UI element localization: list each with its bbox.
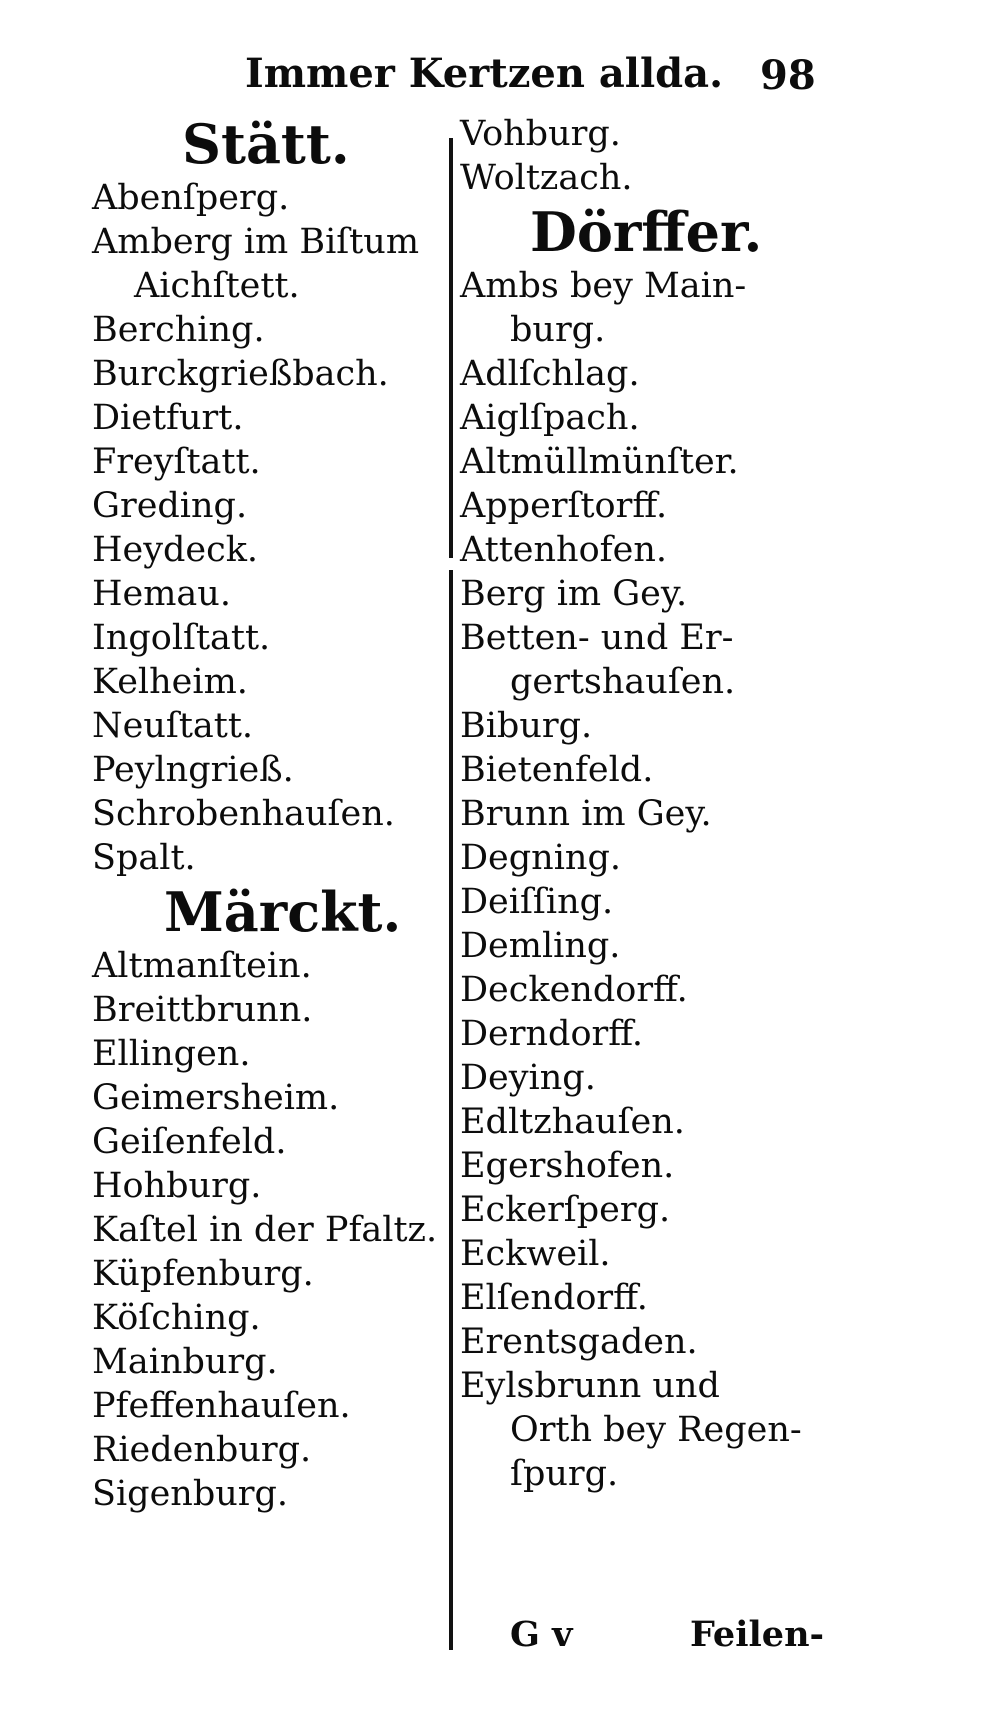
list-item: Mainburg. <box>92 1342 278 1382</box>
list-item: Altmüllmünſter. <box>460 442 739 482</box>
signature-mark: G v <box>510 1614 573 1655</box>
page-number: 98 <box>760 52 816 99</box>
list-item: Aichſtett. <box>134 266 300 306</box>
list-item: Elſendorff. <box>460 1278 648 1318</box>
list-item: Aiglſpach. <box>460 398 640 438</box>
list-item: Köſching. <box>92 1298 261 1338</box>
list-item: Hohburg. <box>92 1166 262 1206</box>
list-item: Geimersheim. <box>92 1078 340 1118</box>
list-item: Vohburg. <box>460 114 621 154</box>
list-item: Adlſchlag. <box>460 354 640 394</box>
list-item: Freyſtatt. <box>92 442 261 482</box>
list-item: Ellingen. <box>92 1034 251 1074</box>
list-item: Eylsbrunn und <box>460 1366 720 1406</box>
left-column <box>92 112 442 1516</box>
list-item: Neuſtatt. <box>92 706 254 746</box>
column-rule-upper <box>449 138 453 558</box>
list-item: Pfeffenhauſen. <box>92 1386 351 1426</box>
list-item: Berching. <box>92 310 265 350</box>
list-item: Attenhofen. <box>460 530 667 570</box>
section-heading-maerckt: Märckt. <box>164 880 402 944</box>
list-item: Demling. <box>460 926 621 966</box>
list-item: Küpfenburg. <box>92 1254 314 1294</box>
list-item: Kelheim. <box>92 662 248 702</box>
list-item: Berg im Gey. <box>460 574 688 614</box>
list-item: gertshauſen. <box>510 662 736 702</box>
list-item: Biburg. <box>460 706 593 746</box>
list-item: Orth bey Regen- <box>510 1410 802 1450</box>
list-item: Greding. <box>92 486 248 526</box>
catchword: Feilen- <box>690 1614 825 1655</box>
list-item: Ambs bey Main- <box>460 266 747 306</box>
list-item: Deying. <box>460 1058 596 1098</box>
list-item: Altmanſtein. <box>92 946 312 986</box>
list-item: Eckerſperg. <box>460 1190 671 1230</box>
list-item: Betten- und Er- <box>460 618 734 658</box>
list-item: Egershofen. <box>460 1146 675 1186</box>
list-item: Geiſenfeld. <box>92 1122 287 1162</box>
list-item: Peylngrieß. <box>92 750 294 790</box>
list-item: Derndorff. <box>460 1014 643 1054</box>
list-item: Heydeck. <box>92 530 259 570</box>
list-item: Schrobenhauſen. <box>92 794 395 834</box>
list-item: Hemau. <box>92 574 231 614</box>
list-item: Spalt. <box>92 838 196 878</box>
list-item: Apperſtorff. <box>460 486 668 526</box>
list-item: Deckendorff. <box>460 970 688 1010</box>
section-heading-staett: Stätt. <box>182 112 350 176</box>
list-item: Kaſtel in der Pfaltz. <box>92 1210 438 1250</box>
section-heading-doerffer: Dörffer. <box>530 200 763 264</box>
list-item: Ingolſtatt. <box>92 618 271 658</box>
list-item: Abenſperg. <box>92 178 290 218</box>
list-item: Edltzhauſen. <box>460 1102 685 1142</box>
list-item: Dietfurt. <box>92 398 244 438</box>
right-column <box>460 112 840 1496</box>
list-item: Riedenburg. <box>92 1430 312 1470</box>
column-rule-lower <box>449 570 453 1650</box>
list-item: Sigenburg. <box>92 1474 289 1514</box>
list-item: Bietenfeld. <box>460 750 654 790</box>
list-item: Breittbrunn. <box>92 990 313 1030</box>
list-item: Deiſſing. <box>460 882 614 922</box>
list-item: ſpurg. <box>510 1454 619 1494</box>
running-head: Immer Kertzen allda. <box>245 50 723 97</box>
list-item: Eckweil. <box>460 1234 611 1274</box>
list-item: burg. <box>510 310 606 350</box>
list-item: Amberg im Biſtum <box>92 222 420 262</box>
list-item: Burckgrießbach. <box>92 354 389 394</box>
list-item: Degning. <box>460 838 621 878</box>
list-item: Erentsgaden. <box>460 1322 698 1362</box>
list-item: Brunn im Gey. <box>460 794 712 834</box>
list-item: Woltzach. <box>460 158 633 198</box>
